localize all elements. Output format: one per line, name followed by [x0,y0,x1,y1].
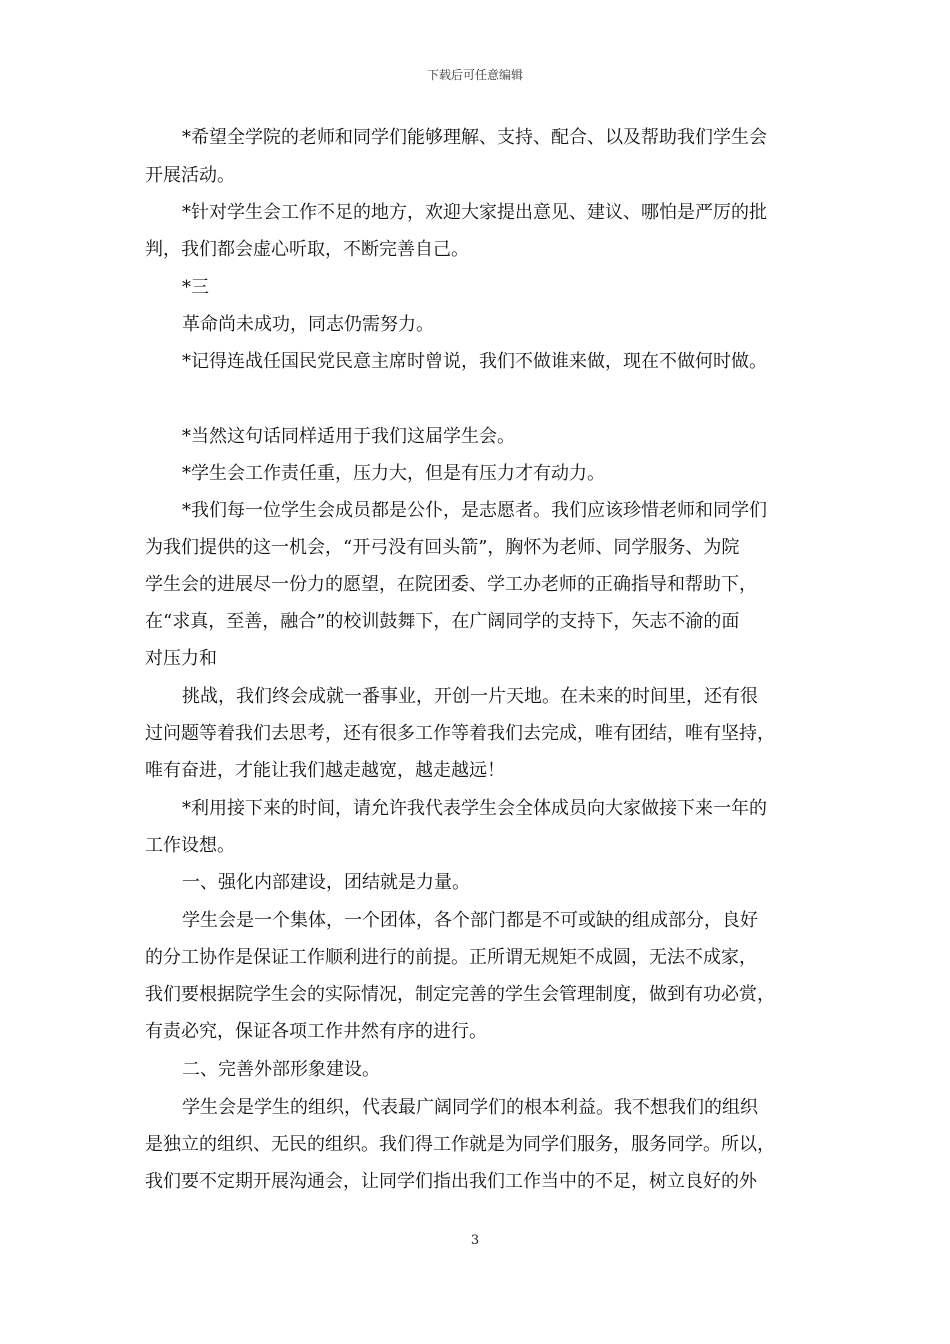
text-line: *学生会工作责任重，压力大，但是有压力才有动力。 [182,463,605,484]
text-line: 学生会的进展尽一份力的愿望，在院团委、学工办老师的正确指导和帮助下， [145,574,757,595]
text-line: *记得连战任国民党民意主席时曾说，我们不做谁来做，现在不做何时做。 [182,351,767,372]
text-line: 开展活动。 [145,165,235,186]
text-line: 革命尚未成功，同志仍需努力。 [182,314,434,335]
text-line: 我们要不定期开展沟通会，让同学们指出我们工作当中的不足，树立良好的外 [145,1171,757,1192]
page-number: 3 [470,1233,480,1248]
text-line: 我们要根据院学生会的实际情况，制定完善的学生会管理制度，做到有功必赏， [145,984,775,1005]
text-line: 唯有奋进，才能让我们越走越宽，越走越远！ [145,760,505,781]
text-line: *希望全学院的老师和同学们能够理解、支持、配合、以及帮助我们学生会 [182,127,767,148]
text-line: *三 [182,277,209,298]
page-header: 下载后可任意编辑 [426,68,523,82]
text-line: 二、完善外部形象建设。 [182,1059,380,1080]
text-line: 挑战，我们终会成就一番事业，开创一片天地。在未来的时间里，还有很 [182,686,758,707]
text-line: 工作设想。 [145,835,235,856]
text-line: 学生会是学生的组织，代表最广阔同学们的根本利益。我不想我们的组织 [182,1097,758,1118]
text-line: 有责必究，保证各项工作井然有序的进行。 [145,1021,487,1042]
text-line: 为我们提供的这一机会，“开弓没有回头箭”，胸怀为老师、同学服务、为院 [145,537,740,558]
text-line: *针对学生会工作不足的地方，欢迎大家提出意见、建议、哪怕是严厉的批 [182,202,767,223]
text-line: 过问题等着我们去思考，还有很多工作等着我们去完成，唯有团结，唯有坚持， [145,723,775,744]
text-line: 是独立的组织、无民的组织。我们得工作就是为同学们服务，服务同学。所以， [145,1134,775,1155]
text-line: 的分工协作是保证工作顺利进行的前提。正所谓无规矩不成圆，无法不成家， [145,947,757,968]
text-line: *当然这句话同样适用于我们这届学生会。 [182,426,515,447]
text-line: 学生会是一个集体，一个团体，各个部门都是不可或缺的组成部分，良好 [182,910,758,931]
text-line: 一、强化内部建设，团结就是力量。 [182,872,470,893]
text-line: 判，我们都会虚心听取，不断完善自己。 [145,239,469,260]
text-line: 在“求真，至善，融合”的校训鼓舞下，在广阔同学的支持下，矢志不渝的面 [145,611,740,632]
text-line: *利用接下来的时间，请允许我代表学生会全体成员向大家做接下来一年的 [182,798,767,819]
text-line: *我们每一位学生会成员都是公仆，是志愿者。我们应该珍惜老师和同学们 [182,500,767,521]
text-line: 对压力和 [145,648,217,669]
